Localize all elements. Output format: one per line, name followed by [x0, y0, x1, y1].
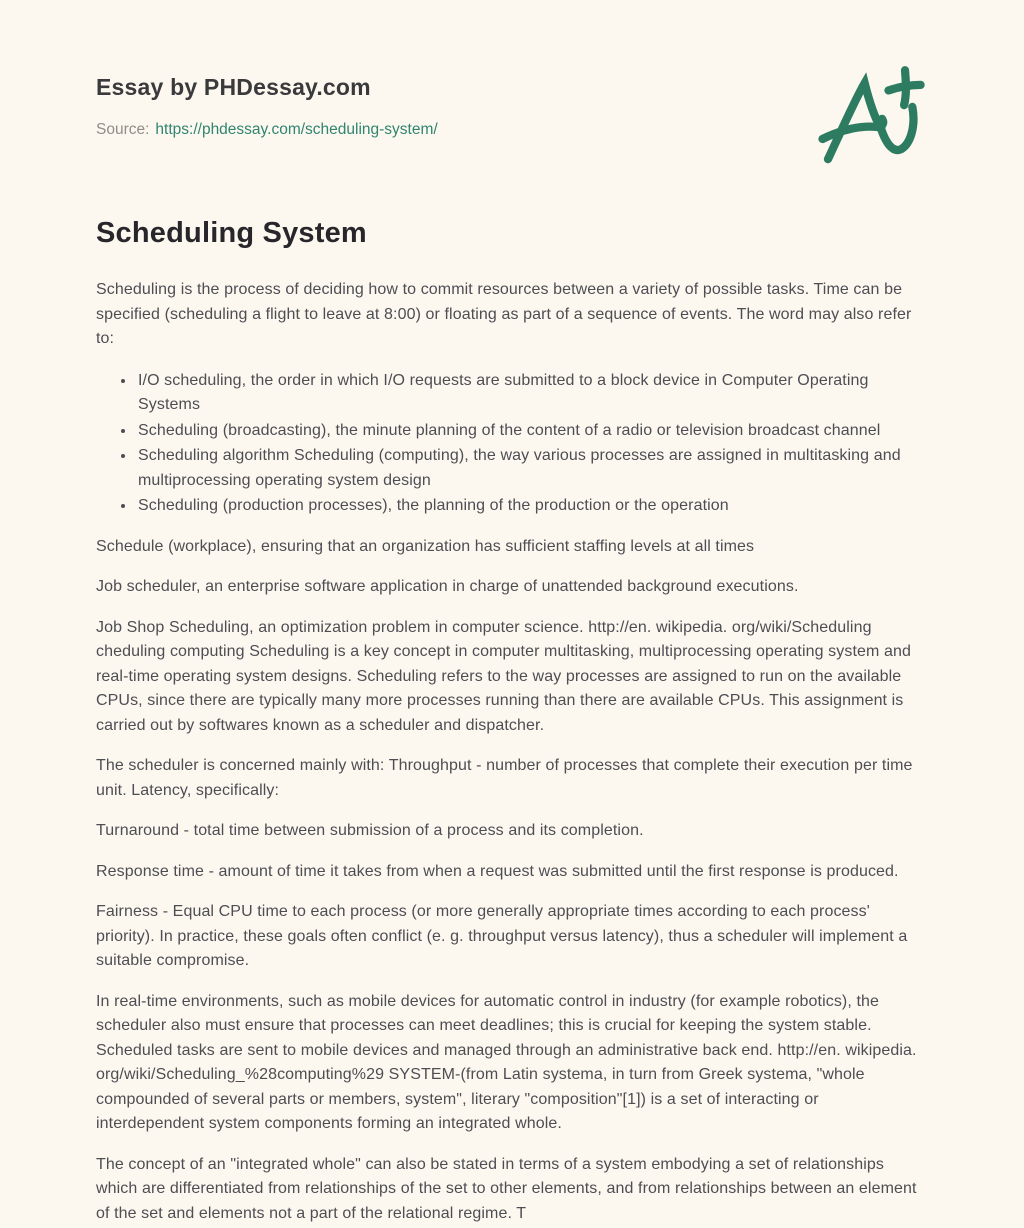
- body-paragraph: The concept of an "integrated whole" can also be stated in terms of a system embodying a set of relationships which are differentiated from relationships of the set to other elements, and from relationships between an element of the set and elements not a part of the relational regime. T: [96, 1155, 917, 1222]
- body-paragraph: Response time - amount of time it takes from when a request was submitted until the first response is produced.: [96, 862, 899, 880]
- list-item: • Scheduling (broadcasting), the minute planning of the content of a radio or television broadcast channel: [136, 418, 928, 444]
- source-line: [96, 121, 928, 139]
- definition-list: [96, 368, 928, 519]
- page-header: [96, 74, 928, 139]
- body-paragraph: Schedule (workplace), ensuring that an organization has sufficient staffing levels at all times: [96, 537, 755, 555]
- essay-title: Scheduling System: [96, 217, 367, 249]
- body-paragraph: Job scheduler, an enterprise software application in charge of unattended background executions.: [96, 578, 799, 595]
- source-link[interactable]: https://phdessay.com/scheduling-system/: [155, 121, 438, 138]
- a-plus-logo-icon: [816, 62, 928, 172]
- source-label: Source:: [96, 121, 150, 138]
- body-paragraph: Turnaround - total time between submission of a process and its completion.: [96, 822, 644, 839]
- list-item: • Scheduling algorithm Scheduling (computing), the way various processes are assigned in multitasking and multiprocessing operating system design: [136, 443, 928, 493]
- list-item: • I/O scheduling, the order in which I/O requests are submitted to a block device in Computer Operating Systems: [136, 368, 928, 418]
- essay-content: [96, 217, 928, 1226]
- body-paragraph: In real-time environments, such as mobile devices for automatic control in industry (for example robotics), the scheduler also must ensure that processes can meet deadlines; this is crucial for keeping the system stable. Scheduled tasks are sent to mobile devices and managed through an administrative back end. http://en. wikipedia. org/wiki/Scheduling_%28computing%29 SYSTEM-(from Latin systema, in turn from Greek systema, "whole compounded of several parts or members, system", literary "composition"[1]) is a set of interacting or interdependent system components forming an integrated whole.: [96, 992, 917, 1132]
- body-paragraph: Fairness - Equal CPU time to each process (or more generally appropriate times according to each process' priority). In practice, these goals often conflict (e. g. throughput versus latency), thus a scheduler will implement a suitable compromise.: [96, 903, 908, 969]
- body-paragraph: Job Shop Scheduling, an optimization problem in computer science. http://en. wikipedia. org/wiki/Scheduling cheduling computing Scheduling is a key concept in computer multitasking, multiprocessing operating system and real-time operating system designs. Scheduling refers to the way processes are assigned to run on the available CPUs, since there are typically many more processes running than there are available CPUs. This assignment is carried out by softwares known as a scheduler and dispatcher.: [96, 618, 911, 734]
- list-item: • Scheduling (production processes), the planning of the production or the operation: [136, 493, 928, 519]
- header-title: Essay by PHDessay.com: [96, 74, 371, 100]
- intro-paragraph: Scheduling is the process of deciding how to commit resources between a variety of possible tasks. Time can be specified (scheduling a flight to leave at 8:00) or floating as part of a sequence of events. The word may also refer to:: [96, 281, 912, 347]
- body-paragraph: The scheduler is concerned mainly with: Throughput - number of processes that complete their execution per time unit. Latency, specifically:: [96, 757, 913, 799]
